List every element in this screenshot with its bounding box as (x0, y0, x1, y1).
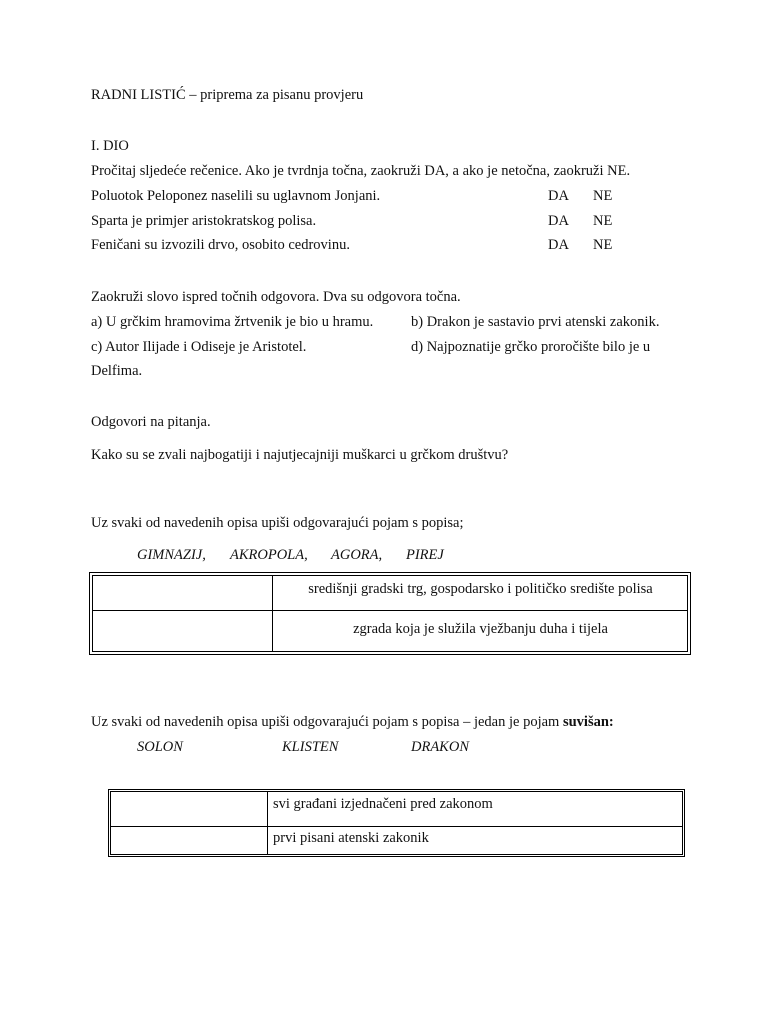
mc-option-a[interactable]: a) U grčkim hramovima žrtvenik je bio u hramu. (91, 314, 374, 330)
answer-cell[interactable] (111, 827, 266, 854)
description-cell: središnji gradski trg, gospodarsko i političko središte polisa (308, 581, 653, 597)
answer-yes[interactable]: DA (548, 213, 569, 229)
page-title: RADNI LISTIĆ – priprema za pisanu provjeru (91, 87, 364, 103)
part-heading: I. DIO (91, 138, 129, 154)
term-drakon: DRAKON (411, 739, 469, 755)
term-pirej: PIREJ (406, 547, 444, 563)
answer-no[interactable]: NE (593, 237, 613, 253)
answer-no[interactable]: NE (593, 213, 613, 229)
answer-yes[interactable]: DA (548, 237, 569, 253)
description-cell: svi građani izjednačeni pred zakonom (273, 796, 493, 812)
answer-no[interactable]: NE (593, 188, 613, 204)
open-question: Kako su se zvali najbogatiji i najutjecajniji muškarci u grčkom društvu? (91, 447, 509, 463)
statement-text: Sparta je primjer aristokratskog polisa. (91, 213, 317, 229)
matching2-instructions (91, 715, 614, 730)
term-klisten: KLISTEN (282, 739, 339, 755)
mc-option-d-continued: Delfima. (91, 363, 143, 379)
description-cell: zgrada koja je služila vježbanju duha i tijela (353, 621, 608, 637)
statement-text: Poluotok Peloponez naselili su uglavnom Jonjani. (91, 188, 381, 204)
answer-cell[interactable] (93, 611, 271, 651)
matching2-instructions-text: Uz svaki od navedenih opisa upiši odgovarajući pojam s popisa – jedan je pojam (91, 714, 560, 730)
mc-option-d[interactable]: d) Najpoznatije grčko proročište bilo je u (411, 339, 651, 355)
matching2-instructions-bold: suvišan: (562, 714, 614, 730)
statement-text: Feničani su izvozili drvo, osobito cedrovinu. (91, 237, 350, 253)
answer-yes[interactable]: DA (548, 188, 569, 204)
mc-option-b[interactable]: b) Drakon je sastavio prvi atenski zakonik. (411, 314, 660, 330)
term-agora: AGORA, (331, 547, 383, 563)
term-akropola: AKROPOLA, (230, 547, 308, 563)
part1-instructions: Pročitaj sljedeće rečenice. Ako je tvrdnja točna, zaokruži DA, a ako je netočna, zaokruži NE. (91, 163, 631, 179)
answer-cell[interactable] (111, 792, 266, 825)
matching1-instructions: Uz svaki od navedenih opisa upiši odgovarajući pojam s popisa; (91, 515, 464, 531)
term-gimnazij: GIMNAZIJ, (137, 547, 206, 563)
term-solon: SOLON (137, 739, 183, 755)
description-cell: prvi pisani atenski zakonik (273, 830, 429, 846)
open-question-instructions: Odgovori na pitanja. (91, 414, 211, 430)
mc-instructions: Zaokruži slovo ispred točnih odgovora. Dva su odgovora točna. (91, 289, 461, 305)
answer-cell[interactable] (93, 576, 271, 610)
mc-option-c[interactable]: c) Autor Ilijade i Odiseje je Aristotel. (91, 339, 307, 355)
